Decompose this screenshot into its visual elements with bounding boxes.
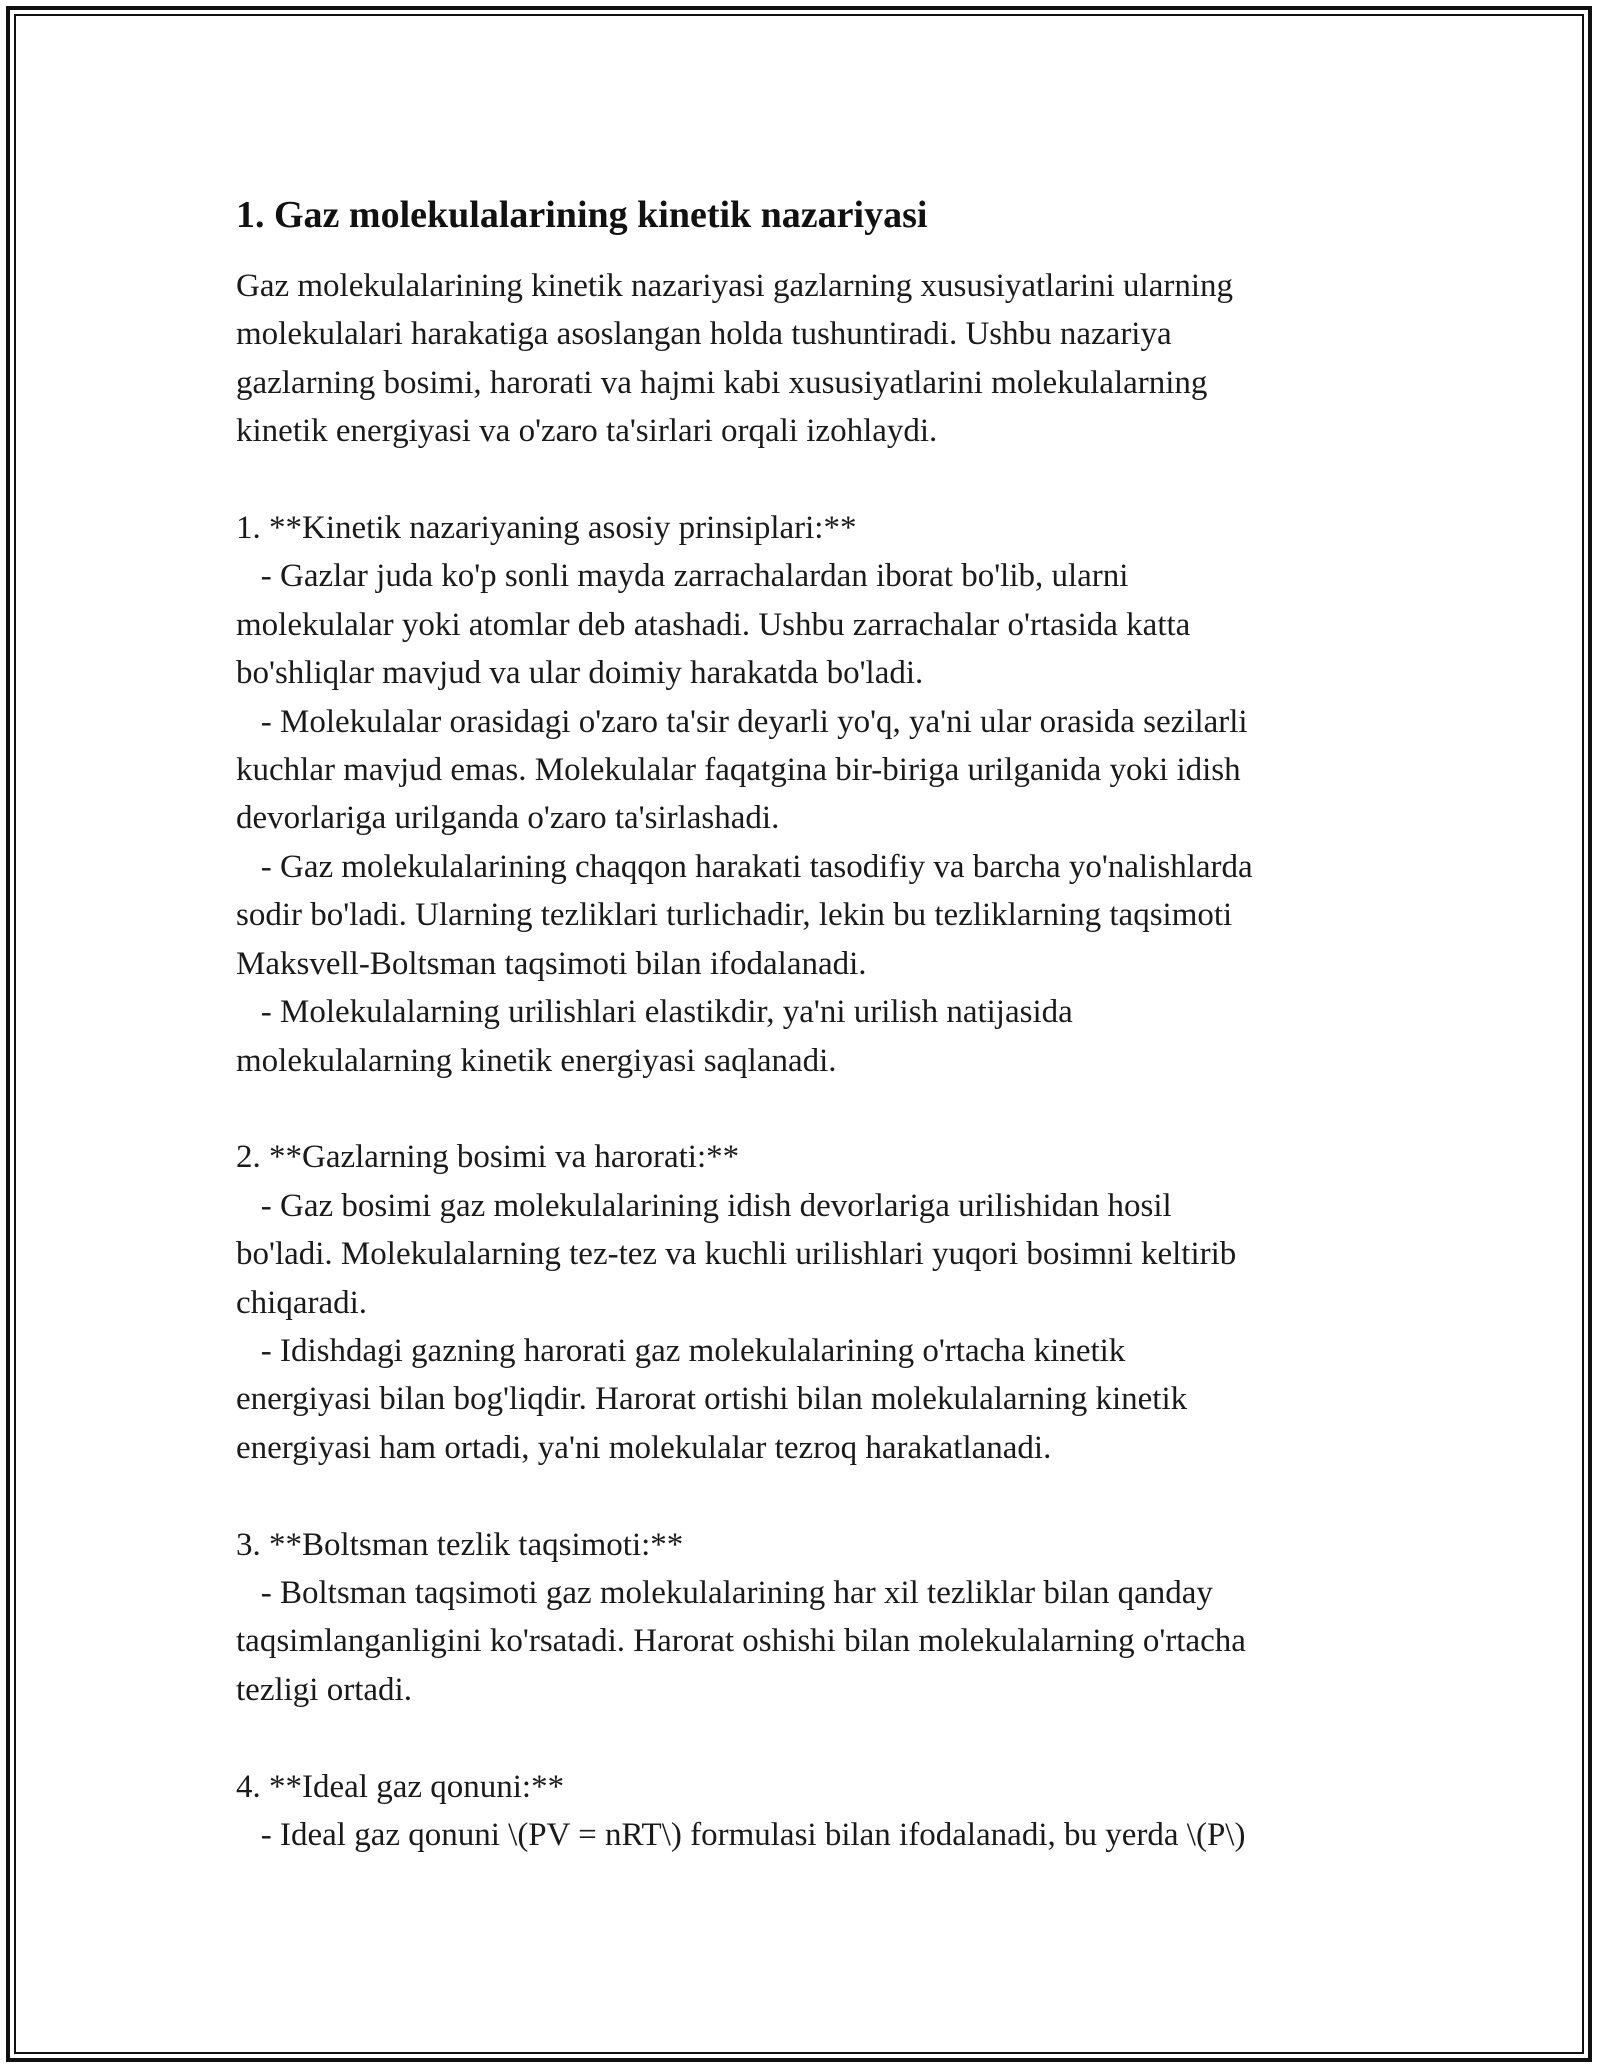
document-content — [236, 186, 1386, 1859]
document-body-text: Gaz molekulalarining kinetik nazariyasi gazlarning xususiyatlarini ularning molekulalari harakatiga asoslangan holda tushuntiradi. Ushbu nazariya gazlarning bosimi, harorati va hajmi kabi xususiyatlarini molekulalarning kinetik energiyasi va o'zaro ta'sirlari orqali izohlaydi. 1. **Kinetik nazariyaning asosiy prinsiplari:** - Gazlar juda ko'p sonli mayda zarrachalardan iborat bo'lib, ularni molekulalar yoki atomlar deb atashadi. Ushbu zarrachalar o'rtasida katta bo'shliqlar mavjud va ular doimiy harakatda bo'ladi. - Molekulalar orasidagi o'zaro ta'sir deyarli yo'q, ya'ni ular orasida sezilarli kuchlar mavjud emas. Molekulalar faqatgina bir-biriga urilganida yoki idish devorlariga urilganda o'zaro ta'sirlashadi. - Gaz molekulalarining chaqqon harakati tasodifiy va barcha yo'nalishlarda sodir bo'ladi. Ularning tezliklari turlichadir, lekin bu tezliklarning taqsimoti Maksvell-Boltsman taqsimoti bilan ifodalanadi. - Molekulalarning urilishlari elastikdir, ya'ni urilish natijasida molekulalarning kinetik energiyasi saqlanadi. 2. **Gazlarning bosimi va harorati:** - Gaz bosimi gaz molekulalarining idish devorlariga urilishidan hosil bo'ladi. Molekulalarning tez-tez va kuchli urilishlari yuqori bosimni keltirib chiqaradi. - Idishdagi gazning harorati gaz molekulalarining o'rtacha kinetik energiyasi bilan bog'liqdir. Harorat ortishi bilan molekulalarning kinetik energiyasi ham ortadi, ya'ni molekulalar tezroq harakatlanadi. 3. **Boltsman tezlik taqsimoti:** - Boltsman taqsimoti gaz molekulalarining har xil tezliklar bilan qanday taqsimlanganligini ko'rsatadi. Harorat oshishi bilan molekulalarning o'rtacha tezligi ortadi. 4. **Ideal gaz qonuni:** - Ideal gaz qonuni \(PV = nRT\) formulasi bilan ifodalanadi, bu yerda \(P\) — [236, 268, 1253, 1853]
document-title: 1. Gaz molekulalarining kinetik nazariyasi — [236, 194, 928, 236]
